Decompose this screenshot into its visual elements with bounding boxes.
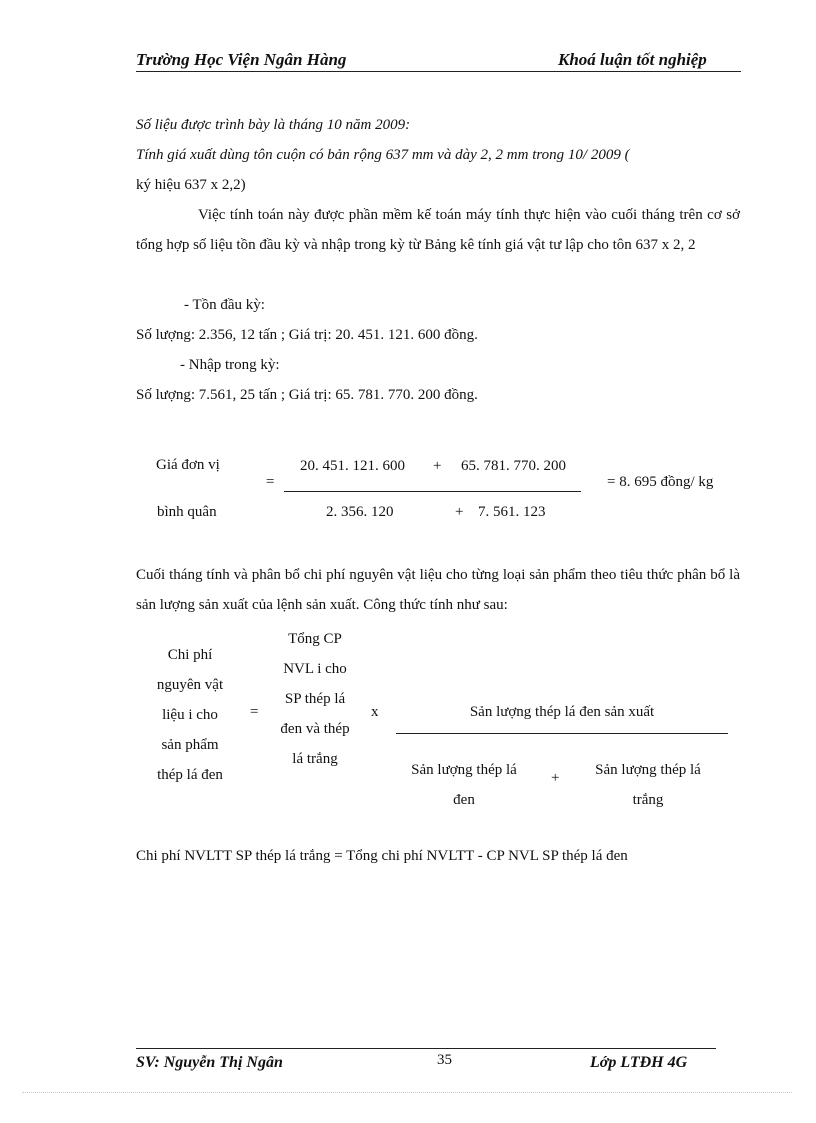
formula1-den-b: 7. 561. 123 [478, 504, 546, 520]
formula2-mid-line-2: NVL i cho [283, 661, 347, 677]
nhap-trong-ky-value: Số lượng: 7.561, 25 tấn ; Giá trị: 65. 781. 770. 200 đồng. [136, 387, 478, 403]
formula2-numerator: Sản lượng thép lá đen sản xuất [469, 704, 655, 720]
formula2-left-block [136, 640, 244, 790]
formula2-den-right-line-1: Sản lượng thép lá [595, 762, 701, 778]
footer-right: Lớp LTĐH 4G [590, 1054, 688, 1071]
formula2-left-line-5: thép lá đen [157, 767, 223, 783]
formula2-den-right-line-2: trắng [632, 792, 664, 808]
header-rule [136, 71, 741, 72]
formula2-mid-block [262, 624, 368, 774]
formula1-label-top: Giá đơn vị [156, 457, 220, 473]
formula2-left-line-3: liệu i cho [162, 707, 218, 723]
paragraph-1: Việc tính toán này được phần mềm kế toán máy tính thực hiện vào cuối tháng trên cơ sở tổng hợp số liệu tồn đầu kỳ và nhập trong kỳ từ Bảng kê tính giá vật tư lập cho tôn 637 x 2, 2 [136, 207, 740, 253]
final-formula-line: Chi phí NVLTT SP thép lá trắng = Tổng chi phí NVLTT - CP NVL SP thép lá đen [136, 848, 628, 864]
formula1-plus-1: + [433, 458, 442, 474]
ton-dau-ky-value: Số lượng: 2.356, 12 tấn ; Giá trị: 20. 451. 121. 600 đồng. [136, 327, 478, 343]
formula1-num-b: 65. 781. 770. 200 [461, 458, 566, 474]
footer-rule [136, 1048, 716, 1049]
formula2-mid-line-1: Tổng CP [288, 631, 342, 647]
formula2-den-right [576, 755, 720, 815]
formula2-equals: = [250, 704, 259, 720]
formula1-fraction-bar [284, 491, 581, 492]
formula2-mid-line-4: đen và thép [280, 721, 350, 737]
formula2-den-left-line-2: đen [453, 792, 475, 808]
body-line-2: Tính giá xuất dùng tôn cuộn có bản rộng 637 mm và dày 2, 2 mm trong 10/ 2009 ( [136, 147, 630, 163]
paragraph-2: Cuối tháng tính và phân bổ chi phí nguyên vật liệu cho từng loại sản phẩm theo tiêu thức phân bổ là sản lượng sản xuất của lệnh sản xuất. Công thức tính như sau: [136, 567, 740, 613]
formula2-left-line-4: sản phẩm [161, 737, 219, 753]
formula2-plus: + [551, 770, 560, 786]
formula1-label-bottom: bình quân [157, 504, 217, 520]
formula2-den-left [392, 755, 536, 815]
page-edge-dotted-line [22, 1092, 792, 1093]
formula2-mid-line-3: SP thép lá [284, 691, 346, 707]
header-left: Trường Học Viện Ngân Hàng [136, 50, 347, 69]
footer-left: SV: Nguyễn Thị Ngân [136, 1054, 283, 1071]
formula2-fraction-bar [396, 733, 728, 734]
body-line-1: Số liệu được trình bày là tháng 10 năm 2009: [136, 117, 411, 133]
formula2-times: x [371, 704, 379, 720]
nhap-trong-ky-label: - Nhập trong kỳ: [180, 357, 280, 373]
formula2-left-line-1: Chi phí [167, 647, 213, 663]
formula2-left-line-2: nguyên vật [156, 677, 224, 693]
formula1-plus-2: + [455, 504, 464, 520]
page-number: 35 [437, 1052, 452, 1068]
body-line-3: ký hiệu 637 x 2,2) [136, 177, 246, 193]
header-right: Khoá luận tốt nghiệp [558, 50, 707, 69]
formula1-equals: = [266, 474, 275, 490]
formula1-den-a: 2. 356. 120 [326, 504, 394, 520]
formula2-mid-line-5: lá trắng [292, 751, 338, 767]
formula1-result: = 8. 695 đồng/ kg [607, 474, 714, 490]
ton-dau-ky-label: - Tồn đầu kỳ: [184, 297, 265, 313]
formula2-den-left-line-1: Sản lượng thép lá [411, 762, 517, 778]
formula1-num-a: 20. 451. 121. 600 [300, 458, 405, 474]
